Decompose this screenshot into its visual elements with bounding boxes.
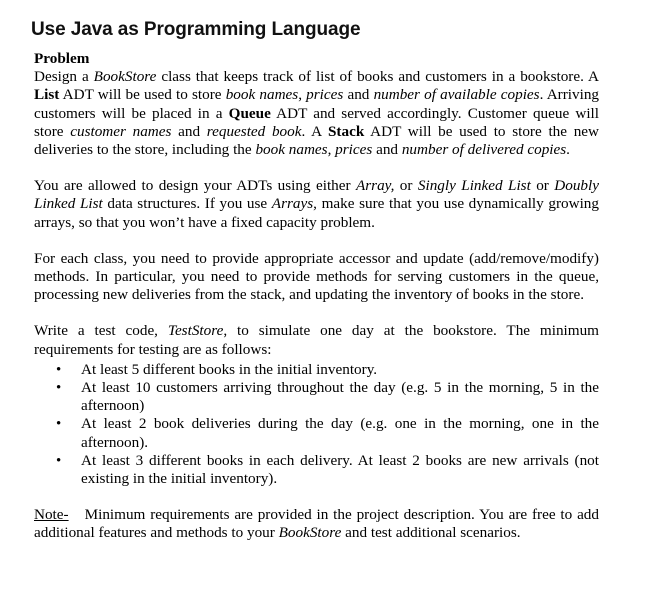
list-item: • At least 10 customers arriving throughout the day (e.g. 5 in the morning, 5 in the afternoon) [34,379,599,415]
note-label: Note- [34,506,69,524]
assignment-body [34,50,599,543]
paragraph-note: Note- Minimum requirements are provided in the project description. You are free to add additional features and methods to your BookStore and test additional scenarios. [34,506,599,542]
list-item: • At least 5 different books in the initial inventory. [34,361,599,379]
paragraph-data-structures: You are allowed to design your ADTs using either Array, or Singly Linked List or Doubly Linked List data structures. If you use Arrays, make sure that you use dynamically growing arrays, so that you won’t have a fixed capacity problem. [34,177,599,231]
problem-heading: Problem [34,50,90,67]
requirements-list [34,361,599,488]
list-item: • At least 2 book deliveries during the day (e.g. one in the morning, one in the afternoon). [34,415,599,451]
paragraph-methods: For each class, you need to provide appropriate accessor and update (add/remove/modify) methods. In particular, you need to provide methods for serving customers in the queue, processing new deliveries from the stack, and updating the inventory of books in the store. [34,249,599,304]
paragraph-bookstore-description: Design a BookStore class that keeps track of list of books and customers in a bookstore. A List ADT will be used to store book names, prices and number of available copies. Arriving customers will be placed in a Queue ADT and served accordingly. Customer queue will store customer names and requested book. A Stack ADT will be used to store the new deliveries to the store, including the book names, prices and number of delivered copies. [34,68,600,159]
paragraph-test-code: Write a test code, TestStore, to simulate one day at the bookstore. The minimum requirements for testing are as follows: [34,322,599,358]
list-item: • At least 3 different books in each delivery. At least 2 books are new arrivals (not existing in the initial inventory). [34,452,599,488]
page-title: Use Java as Programming Language [31,19,361,40]
